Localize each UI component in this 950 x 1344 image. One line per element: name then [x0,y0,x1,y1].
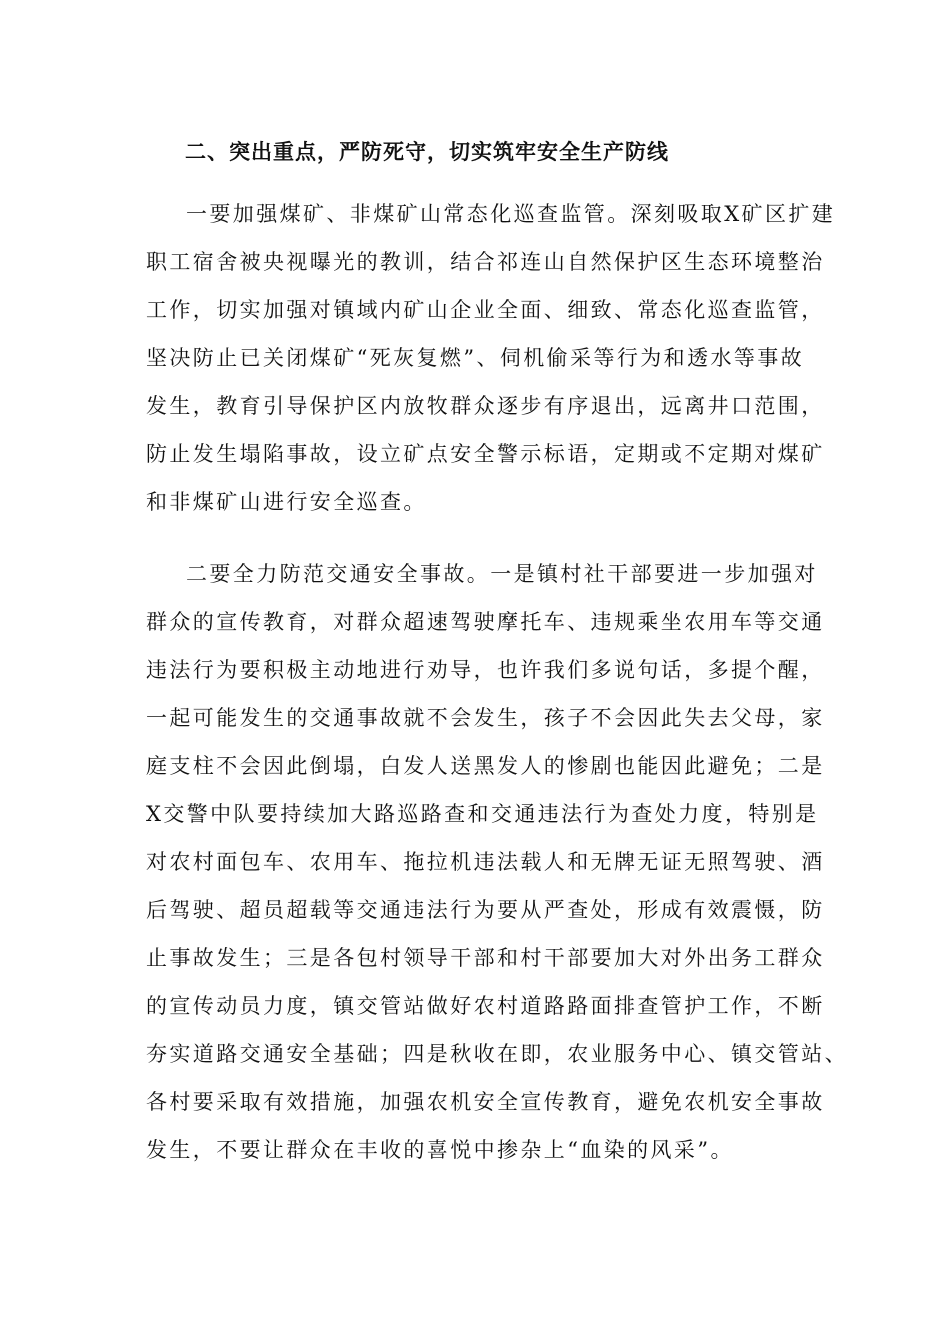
paragraph-mine-safety [146,190,836,526]
paragraph-line: 对农村面包车、农用车、拖拉机违法载人和无牌无证无照驾驶、酒 [146,850,825,874]
paragraph-line: 群众的宣传教育，对群众超速驾驶摩托车、违规乘坐农用车等交通 [146,610,825,634]
paragraph-line: 止事故发生；三是各包村领导干部和村干部要加大对外出务工群众 [146,946,825,970]
paragraph-line: 一起可能发生的交通事故就不会发生，孩子不会因此失去父母，家 [146,706,825,730]
paragraph-line: 夯实道路交通安全基础；四是秋收在即，农业服务中心、镇交管站、 [146,1042,848,1066]
paragraph-traffic-safety [146,550,848,1174]
paragraph-line: 后驾驶、超员超载等交通违法行为要从严查处，形成有效震慑，防 [146,898,825,922]
paragraph-line: 违法行为要积极主动地进行劝导，也许我们多说句话，多提个醒， [146,658,825,682]
paragraph-line: 工作，切实加强对镇域内矿山企业全面、细致、常态化巡查监管， [146,298,825,322]
paragraph-line: 坚决防止已关闭煤矿“死灰复燃”、伺机偷采等行为和透水等事故 [146,346,805,370]
paragraph-line: 二要全力防范交通安全事故。一是镇村社干部要进一步加强对 [186,562,818,586]
paragraph-line: 庭支柱不会因此倒塌，白发人送黑发人的惨剧也能因此避免；二是 [146,754,825,778]
paragraph-line: 的宣传动员力度，镇交管站做好农村道路路面排查管护工作，不断 [146,994,825,1018]
paragraph-line: 各村要采取有效措施，加强农机安全宣传教育，避免农机安全事故 [146,1090,825,1114]
paragraph-line: X交警中队要持续加大路巡路查和交通违法行为查处力度，特别是 [146,802,819,826]
paragraph-line: 职工宿舍被央视曝光的教训，结合祁连山自然保护区生态环境整治 [146,250,825,274]
paragraph-line: 一要加强煤矿、非煤矿山常态化巡查监管。深刻吸取X矿区扩建 [186,202,836,226]
paragraph-line: 和非煤矿山进行安全巡查。 [146,490,427,514]
section-heading: 二、突出重点，严防死守，切实筑牢安全生产防线 [185,140,669,164]
paragraph-line: 防止发生塌陷事故，设立矿点安全警示标语，定期或不定期对煤矿 [146,442,825,466]
paragraph-line: 发生，不要让群众在丰收的喜悦中掺杂上“血染的风采”。 [146,1138,734,1162]
paragraph-line: 发生，教育引导保护区内放牧群众逐步有序退出，远离井口范围， [146,394,825,418]
